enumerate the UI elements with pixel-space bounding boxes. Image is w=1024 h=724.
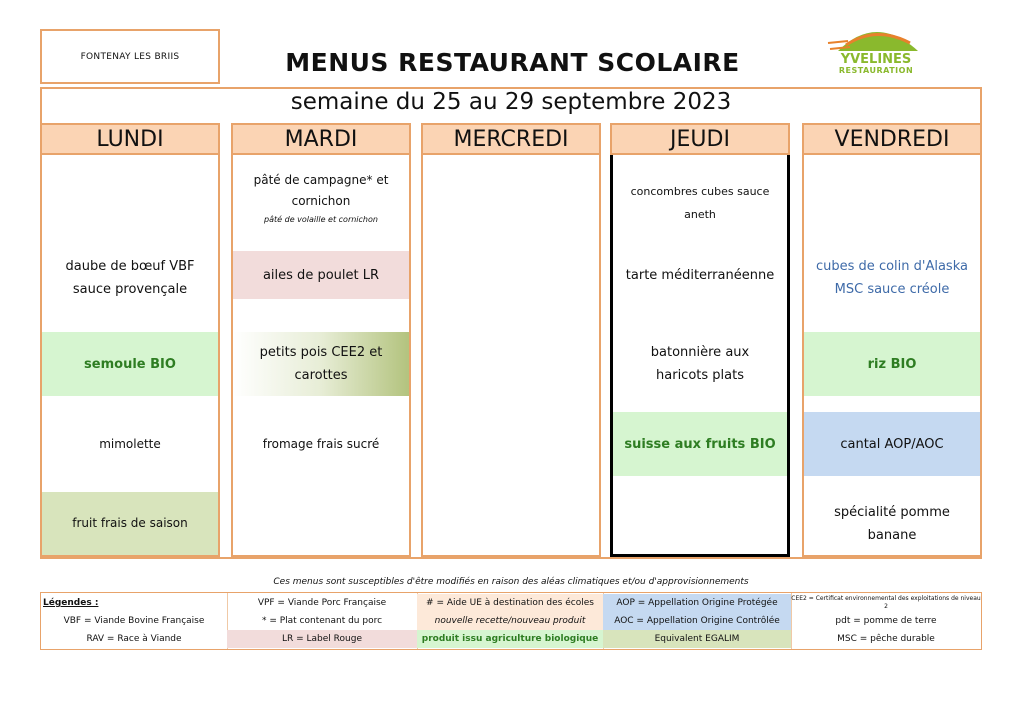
lundi-laitage-text: mimolette	[99, 436, 161, 451]
legend-table	[40, 592, 982, 650]
vendredi-laitage	[804, 412, 980, 476]
legend-lr: LR = Label Rouge	[227, 630, 417, 648]
jeudi-entree	[613, 178, 787, 228]
mardi-accomp-text: petits pois CEE2 et carottes	[259, 345, 383, 383]
legend-nouvelle: nouvelle recette/nouveau produit	[417, 612, 603, 630]
jeudi-laitage-text: suisse aux fruits BIO	[624, 436, 776, 452]
town-box	[40, 29, 220, 84]
lundi-dessert-text: fruit frais de saison	[72, 516, 188, 530]
mardi-entree-text: pâté de campagne* et cornichon	[253, 173, 389, 208]
legend-cee2: CEE2 = Certificat environnemental des exploitations de niveau 2	[791, 595, 981, 610]
vendredi-accomp-text: riz BIO	[867, 356, 917, 372]
mardi-laitage-text: fromage frais sucré	[262, 436, 380, 451]
legend-ue: # = Aide UE à destination des écoles	[417, 594, 603, 612]
mardi-entree-alt-text: pâté de volaille et cornichon	[264, 215, 378, 224]
vendredi-plat-text: cubes de colin d'Alaska MSC sauce créole	[816, 259, 968, 297]
legend-porc: * = Plat contenant du porc	[261, 616, 383, 626]
column-mercredi	[421, 123, 601, 557]
legend-egalim: Equivalent EGALIM	[603, 630, 791, 648]
day-header-jeudi: JEUDI	[610, 123, 790, 155]
jeudi-entree-text: concombres cubes sauce aneth	[630, 185, 770, 221]
legend-pdt: pdt = pomme de terre	[835, 616, 937, 626]
lundi-accomp-text: semoule BIO	[84, 356, 176, 372]
legend-title: Légendes :	[43, 598, 99, 608]
week-title: semaine du 25 au 29 septembre 2023	[290, 89, 732, 115]
legend-aop: AOP = Appellation Origine Protégée	[603, 594, 791, 612]
legend-rav: RAV = Race à Viande	[86, 634, 182, 644]
jeudi-accomp-text: batonnière aux haricots plats	[650, 345, 750, 383]
lundi-plat	[42, 238, 218, 318]
logo-leaf-icon	[826, 21, 926, 55]
yvelines-restauration-logo	[826, 21, 926, 77]
lundi-plat-text: daube de bœuf VBF sauce provençale	[65, 259, 195, 297]
legend-msc: MSC = pêche durable	[837, 634, 935, 644]
mardi-plat	[233, 251, 409, 299]
jeudi-laitage	[613, 412, 787, 476]
lundi-accompagnement	[42, 332, 218, 396]
lundi-laitage	[42, 412, 218, 476]
day-header-mercredi: MERCREDI	[421, 123, 601, 155]
lundi-dessert	[42, 492, 218, 555]
legend-vpf: VPF = Viande Porc Française	[257, 598, 387, 608]
vendredi-laitage-text: cantal AOP/AOC	[840, 436, 944, 452]
day-header-vendredi: VENDREDI	[802, 123, 982, 155]
disclaimer: Ces menus sont susceptibles d'être modifiés en raison des aléas climatiques et/ou d'approvisionnements	[273, 577, 749, 587]
vendredi-dessert-text: spécialité pomme banane	[834, 504, 950, 543]
legend-aoc: AOC = Appellation Origine Contrôlée	[603, 612, 791, 630]
legend-bio: produit issu agriculture biologique	[417, 630, 603, 648]
vendredi-dessert	[804, 492, 980, 555]
jeudi-accompagnement	[613, 332, 787, 396]
mardi-entree	[233, 163, 409, 233]
town-name: FONTENAY LES BRIIS	[80, 51, 180, 62]
day-header-mardi: MARDI	[231, 123, 411, 155]
day-header-lundi: LUNDI	[40, 123, 220, 155]
mardi-laitage	[233, 412, 409, 476]
vendredi-plat	[804, 238, 980, 318]
vendredi-accompagnement	[804, 332, 980, 396]
jeudi-plat-text: tarte méditerranéenne	[625, 267, 775, 283]
legend-vbf: VBF = Viande Bovine Française	[63, 616, 205, 626]
mardi-accompagnement	[233, 332, 409, 396]
mardi-plat-text: ailes de poulet LR	[262, 267, 380, 283]
jeudi-plat	[613, 252, 787, 298]
logo-line2: RESTAURATION	[838, 66, 914, 75]
logo-line1: YVELINES	[840, 52, 912, 67]
page-title: MENUS RESTAURANT SCOLAIRE	[285, 48, 740, 77]
